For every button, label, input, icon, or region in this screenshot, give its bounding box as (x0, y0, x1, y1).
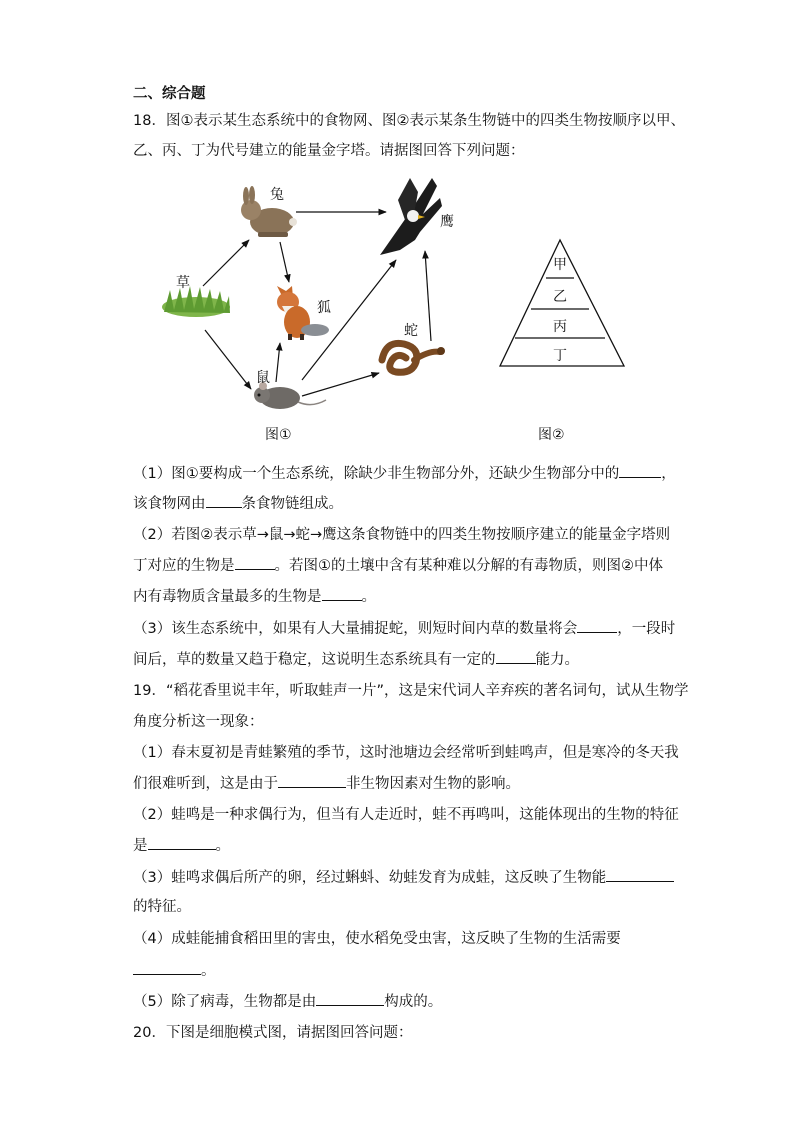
answer-blank[interactable] (148, 835, 216, 850)
label-mouse: 鼠 (256, 370, 270, 386)
answer-blank[interactable] (619, 463, 661, 478)
answer-blank[interactable] (278, 773, 346, 788)
arrow-mouse-snake (302, 373, 379, 396)
label-rabbit: 兔 (270, 187, 284, 203)
q18-stem-line1: 18．图①表示某生态系统中的食物网、图②表示某条生物链中的四类生物按顺序以甲、 (133, 113, 685, 129)
arrow-grass-rabbit (203, 240, 249, 286)
label-eagle: 鹰 (440, 214, 454, 230)
q18-part2-line3: 内有毒物质含量最多的生物是 。 (133, 586, 376, 607)
snake-icon (382, 343, 445, 372)
figure1-caption: 图① (265, 427, 292, 443)
answer-blank[interactable] (316, 991, 384, 1006)
grass-icon (162, 286, 230, 317)
q18-part3-line1: （3）该生态系统中，如果有人大量捕捉蛇，则短时间内草的数量将会 ，一段时 (133, 618, 675, 639)
answer-blank[interactable] (133, 960, 201, 975)
q18-part1-line1: （1）图①要构成一个生态系统，除缺少非生物部分外，还缺少生物部分中的 ， (133, 463, 676, 484)
q19-part1-line1: （1）春末夏初是青蛙繁殖的季节，这时池塘边会经常听到蛙鸣声，但是寒冷的冬天我 (133, 745, 679, 761)
eagle-icon (380, 178, 442, 255)
pyramid-level-3: 丙 (553, 319, 567, 335)
q19-part5-line1: （5）除了病毒，生物都是由 构成的。 (133, 991, 442, 1012)
arrow-mouse-fox (276, 343, 280, 382)
arrow-snake-eagle (425, 251, 431, 341)
pyramid-level-1: 甲 (553, 257, 567, 273)
q19-part3-line2: 的特征。 (133, 899, 191, 915)
answer-blank[interactable] (496, 649, 536, 664)
q18-part2-line1: （2）若图②表示草→鼠→蛇→鹰这条食物链中的四类生物按顺序建立的能量金字塔则 (133, 527, 671, 543)
label-grass: 草 (176, 275, 190, 291)
label-snake: 蛇 (404, 323, 418, 339)
answer-blank[interactable] (322, 586, 362, 601)
q18-part1-line2: 该食物网由 条食物链组成。 (133, 493, 343, 514)
q18-stem-line2: 乙、丙、丁为代号建立的能量金字塔。请据图回答下列问题： (133, 143, 525, 159)
q19-stem-line1: 19．“稻花香里说丰年，听取蛙声一片”，这是宋代词人辛弃疾的著名词句，试从生物学 (133, 683, 689, 699)
pyramid-level-4: 丁 (553, 348, 567, 364)
q18-part2-line2: 丁对应的生物是 。若图①的土壤中含有某种难以分解的有毒物质，则图②中体 (133, 555, 663, 576)
rabbit-icon (241, 186, 297, 237)
answer-blank[interactable] (235, 555, 275, 570)
q18-part3-line2: 间后，草的数量又趋于稳定，这说明生态系统具有一定的 能力。 (133, 649, 579, 670)
label-fox: 狐 (317, 300, 331, 316)
q19-part1-line2: 们很难听到，这是由于 非生物因素对生物的影响。 (133, 773, 520, 794)
q19-part2-line1: （2）蛙鸣是一种求偶行为，但当有人走近时，蛙不再鸣叫，这能体现出的生物的特征 (133, 807, 679, 823)
food-web-figure (0, 0, 794, 460)
arrow-grass-mouse (205, 330, 251, 389)
q19-part2-line2: 是 。 (133, 835, 230, 856)
q20-stem: 20．下图是细胞模式图，请据图回答问题： (133, 1025, 413, 1041)
answer-blank[interactable] (606, 867, 674, 882)
pyramid-level-2: 乙 (553, 289, 567, 305)
q19-stem-line2: 角度分析这一现象： (133, 714, 264, 730)
arrow-rabbit-fox (280, 242, 289, 282)
answer-blank[interactable] (206, 493, 242, 508)
q19-part4-line2: 。 (133, 960, 216, 981)
figure2-caption: 图② (538, 427, 565, 443)
answer-blank[interactable] (577, 618, 617, 633)
q19-part3-line1: （3）蛙鸣求偶后所产的卵，经过蝌蚪、幼蛙发育为成蛙，这反映了生物能 (133, 867, 674, 888)
section-title: 二、综合题 (133, 86, 206, 102)
q19-part4-line1: （4）成蛙能捕食稻田里的害虫，使水稻免受虫害，这反映了生物的生活需要 (133, 931, 621, 947)
